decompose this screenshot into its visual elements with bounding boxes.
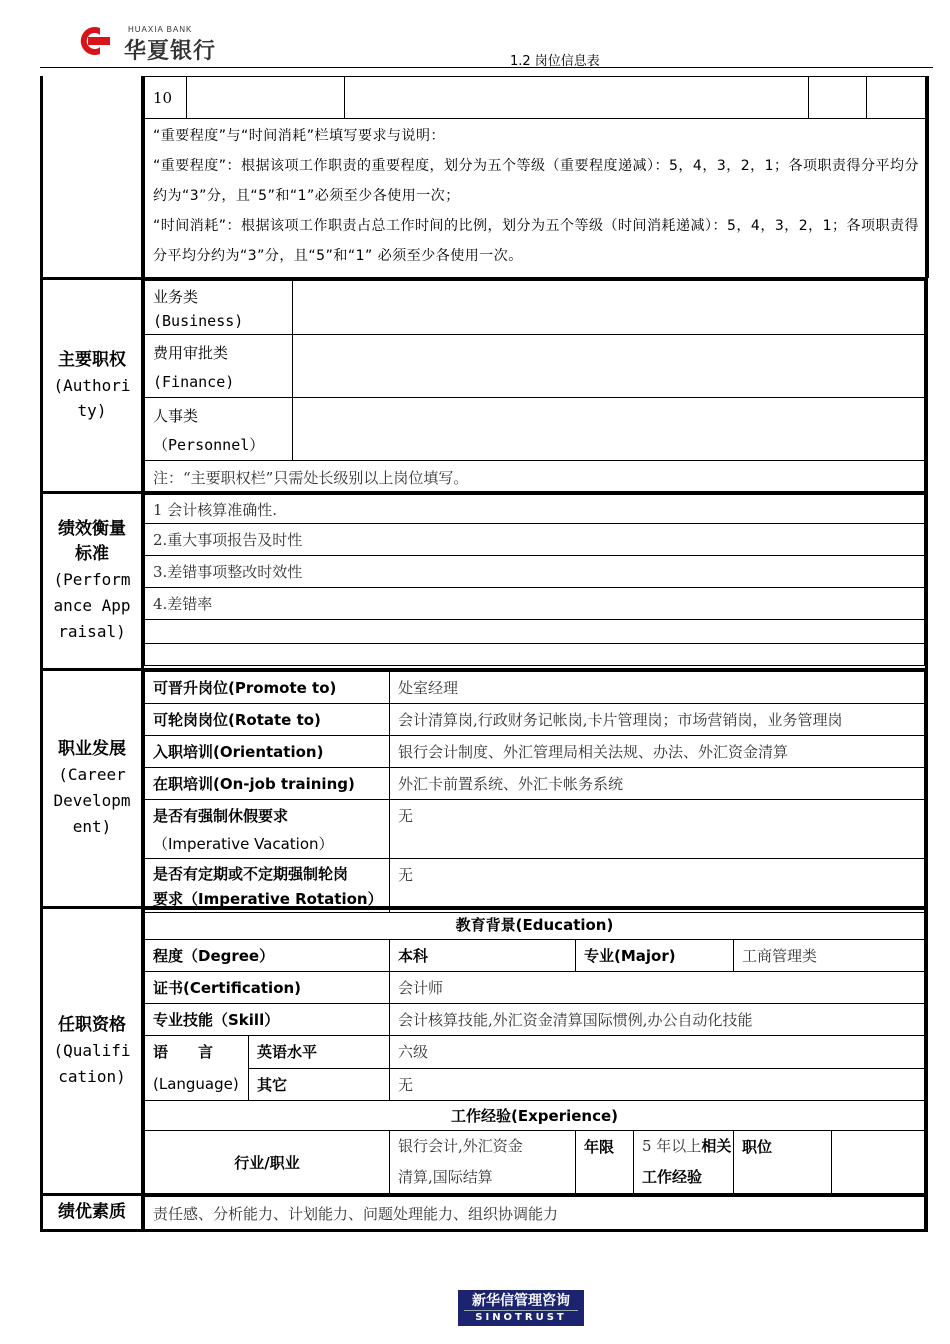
table-row — [145, 972, 925, 1004]
row-number: 10 — [145, 77, 187, 119]
years-value[interactable] — [634, 1131, 734, 1195]
certification-label: 证书(Certification) — [145, 972, 390, 1004]
table-row — [145, 588, 925, 620]
job-info-form — [40, 76, 928, 1232]
degree-label: 程度（Degree） — [145, 940, 390, 972]
career-label-rotation — [145, 859, 390, 913]
performance-section — [40, 494, 928, 671]
label-line: 要求（Imperative Rotation） — [153, 890, 383, 908]
major-value[interactable]: 工商管理类 — [734, 940, 925, 972]
major-label: 专业(Major) — [576, 940, 734, 972]
language-label-en: (Language) — [153, 1075, 239, 1093]
table-row — [145, 1131, 925, 1195]
table-row — [145, 1197, 925, 1230]
authority-label-personnel — [145, 398, 293, 461]
table-row — [145, 1068, 925, 1101]
responsibility-section — [40, 76, 928, 280]
note-line: “重要程度”：根据该项工作职责的重要程度，划分为五个等级（重要程度递减）：5，4，3，2，1；各项职责得分平均分约为“3”分，且“5”和“1”必须至少各使用一次； — [153, 158, 920, 204]
table-row — [145, 1036, 925, 1069]
authority-label-finance — [145, 335, 293, 398]
career-label-onjob: 在职培训(On-job training) — [145, 768, 390, 800]
table-row — [145, 281, 925, 335]
scoring-notes — [145, 119, 929, 278]
industry-value-line: 银行会计,外汇资金 — [398, 1137, 523, 1155]
table-row — [145, 77, 929, 119]
excellence-section — [40, 1196, 928, 1232]
importance-cell[interactable] — [809, 77, 867, 119]
career-value-orientation[interactable]: 银行会计制度、外汇管理局相关法规、办法、外汇资金清算 — [390, 736, 925, 768]
note-line: “重要程度”与“时间消耗”栏填写要求与说明： — [153, 128, 446, 144]
performance-item[interactable]: 1 会计核算准确性. — [145, 495, 925, 524]
years-value-text: 5 年以上 — [642, 1137, 702, 1155]
table-row — [145, 1004, 925, 1036]
table-row — [145, 524, 925, 556]
performance-title-cn: 绩效衡量标准 — [58, 519, 126, 564]
responsibility-left-blank — [43, 76, 144, 277]
career-value-vacation[interactable]: 无 — [390, 800, 925, 859]
career-title-cn: 职业发展 — [58, 739, 126, 759]
position-label: 职位 — [734, 1131, 832, 1195]
table-row — [145, 704, 925, 736]
performance-item[interactable]: 3.差错事项整改时效性 — [145, 556, 925, 588]
qualification-section — [40, 909, 928, 1196]
industry-label: 行业/职业 — [145, 1131, 390, 1195]
career-value-rotation[interactable]: 无 — [390, 859, 925, 913]
language-label — [145, 1036, 249, 1101]
authority-note: 注：“主要职权栏”只需处长级别以上岗位填写。 — [145, 461, 925, 495]
table-row — [145, 859, 925, 913]
label-en: （Personnel） — [153, 436, 265, 454]
sinotrust-logo — [458, 1290, 584, 1326]
performance-item[interactable] — [145, 620, 925, 644]
years-label: 年限 — [576, 1131, 634, 1195]
table-row — [145, 800, 925, 859]
table-row — [145, 556, 925, 588]
table-row — [145, 644, 925, 666]
table-row — [145, 736, 925, 768]
page-header — [0, 0, 950, 70]
label-en: (Business) — [153, 312, 244, 330]
table-row — [145, 768, 925, 800]
career-title — [43, 671, 144, 906]
table-row — [145, 910, 925, 940]
label-cn: 业务类 — [153, 288, 199, 306]
career-value-promote[interactable]: 处室经理 — [390, 672, 925, 704]
career-title-en: (Career Development) — [53, 765, 131, 836]
label-line: 是否有强制休假要求 — [153, 807, 289, 825]
authority-label-business — [145, 281, 293, 335]
note-line: “时间消耗”：根据该项工作职责占总工作时间的比例，划分为五个等级（时间消耗递减）：5，4，3，2，1；各项职责得分平均分约为“3”分，且“5”和“1” 必须至少各使用一次。 — [153, 218, 920, 264]
qualification-title-en: (Qualification) — [53, 1040, 131, 1086]
label-line: 是否有定期或不定期强制轮岗 — [153, 865, 349, 883]
career-label-orientation: 入职培训(Orientation) — [145, 736, 390, 768]
years-value-related: 相关 — [701, 1137, 732, 1155]
years-value-experience: 工作经验 — [642, 1168, 703, 1186]
time-cell[interactable] — [867, 77, 929, 119]
performance-item[interactable] — [145, 644, 925, 666]
performance-title-en: (Performance Appraisal) — [53, 570, 131, 641]
language-label-cn: 语 言 — [153, 1043, 214, 1061]
authority-title-en: (Authority) — [53, 375, 131, 420]
authority-personnel-value[interactable] — [293, 398, 925, 461]
degree-value[interactable]: 本科 — [390, 940, 576, 972]
authority-business-value[interactable] — [293, 281, 925, 335]
huaxia-bank-logo-icon — [70, 24, 114, 58]
label-en: (Finance) — [153, 373, 235, 391]
qualification-title — [43, 909, 144, 1193]
industry-value-line: 清算,国际结算 — [398, 1168, 493, 1186]
sinotrust-logo-en: SINOTRUST — [464, 1310, 578, 1325]
experience-header: 工作经验(Experience) — [145, 1101, 925, 1131]
english-label: 英语水平 — [249, 1036, 390, 1069]
other-language-value[interactable]: 无 — [390, 1068, 925, 1101]
authority-section — [40, 280, 928, 494]
authority-title-cn: 主要职权 — [58, 349, 126, 370]
logo-english-text: HUAXIA BANK — [128, 25, 193, 34]
education-header: 教育背景(Education) — [145, 910, 925, 940]
document-title: 1.2 岗位信息表 — [510, 54, 600, 69]
career-label-promote: 可晋升岗位(Promote to) — [145, 672, 390, 704]
qualification-title-cn: 任职资格 — [58, 1014, 126, 1035]
sinotrust-logo-cn: 新华信管理咨询 — [472, 1293, 570, 1309]
authority-title — [43, 280, 144, 491]
table-row — [145, 672, 925, 704]
excellence-value[interactable]: 责任感、分析能力、计划能力、问题处理能力、组织协调能力 — [145, 1197, 925, 1230]
label-line: （Imperative Vacation） — [153, 835, 334, 853]
excellence-title: 绩优素质 — [43, 1196, 144, 1229]
career-label-vacation — [145, 800, 390, 859]
authority-finance-value[interactable] — [293, 335, 925, 398]
label-cn: 人事类 — [153, 407, 199, 425]
certification-value[interactable]: 会计师 — [390, 972, 925, 1004]
skill-label: 专业技能（Skill） — [145, 1004, 390, 1036]
table-row — [145, 1101, 925, 1131]
table-row — [145, 495, 925, 524]
skill-value[interactable]: 会计核算技能,外汇资金清算国际惯例,办公自动化技能 — [390, 1004, 925, 1036]
logo-chinese-text: 华夏银行 — [124, 39, 217, 64]
other-language-label: 其它 — [249, 1068, 390, 1101]
table-row — [145, 398, 925, 461]
career-section — [40, 671, 928, 909]
label-cn: 费用审批类 — [153, 344, 229, 362]
performance-title — [43, 494, 144, 668]
career-label-rotate: 可轮岗岗位(Rotate to) — [145, 704, 390, 736]
responsibility-cell[interactable] — [187, 77, 345, 119]
header-divider — [40, 67, 933, 68]
table-row — [145, 461, 925, 495]
english-value[interactable]: 六级 — [390, 1036, 925, 1069]
career-value-onjob[interactable]: 外汇卡前置系统、外汇卡帐务系统 — [390, 768, 925, 800]
table-row — [145, 940, 925, 972]
performance-item[interactable]: 4.差错率 — [145, 588, 925, 620]
table-row — [145, 620, 925, 644]
position-value[interactable] — [832, 1131, 925, 1195]
description-cell[interactable] — [345, 77, 809, 119]
industry-value[interactable] — [390, 1131, 576, 1195]
performance-item[interactable]: 2.重大事项报告及时性 — [145, 524, 925, 556]
table-row — [145, 335, 925, 398]
career-value-rotate[interactable]: 会计清算岗,行政财务记帐岗,卡片管理岗；市场营销岗，业务管理岗 — [390, 704, 925, 736]
